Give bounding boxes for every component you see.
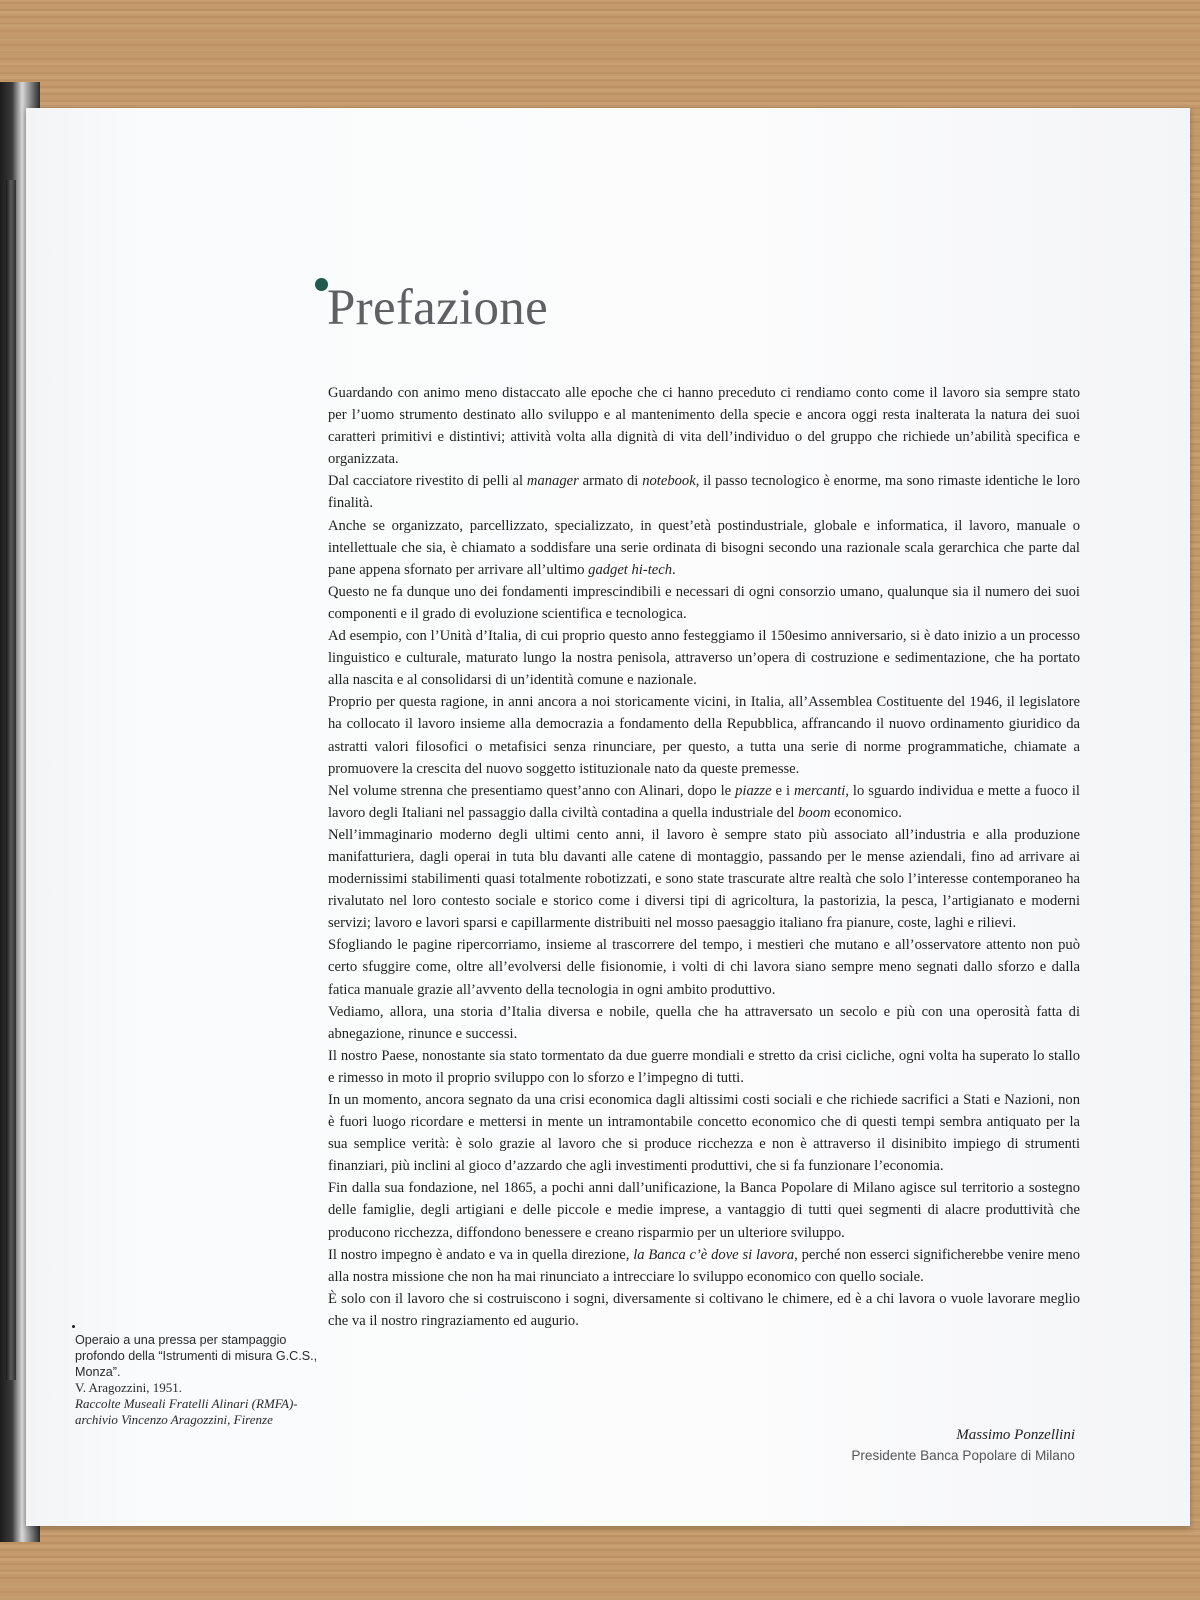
signature-block (851, 1424, 1075, 1466)
preface-paragraph: Dal cacciatore rivestito di pelli al manager armato di notebook, il passo tecnologico è enorme, ma sono rimaste identiche le loro finalità. (328, 473, 1080, 512)
preface-paragraph: È solo con il lavoro che si costruiscono i sogni, diversamente si coltivano le chimere, ed è a chi lavora o vuole lavorare meglio che va il nostro ringraziamento ed augurio. (328, 1290, 1080, 1329)
signature-name: Massimo Ponzellini (956, 1427, 1075, 1443)
preface-paragraph: Proprio per questa ragione, in anni ancora a noi storicamente vicini, in Italia, all’Assemblea Costituente del 1946, il legislatore ha collocato il lavoro insieme alla democrazia a fondamento della Repubblica, affrancando il nuovo ordinamento giuridico da astratti valori filosofici o metafisici senza rinunciare, per questo, a tutta una serie di norme programmatiche, chiamate a promuovere la crescita del nuovo soggetto istituzionale nato da queste premesse. (328, 694, 1080, 777)
preface-paragraph: Il nostro impegno è andato e va in quella direzione, la Banca c’è dove si lavora, perché non esserci significherebbe venire meno alla nostra missione che non ha mai rinunciato a intrecciare lo sviluppo economico con quello sociale. (328, 1246, 1080, 1285)
preface-paragraph: Fin dalla sua fondazione, nel 1865, a pochi anni dall’unificazione, la Banca Popolare di Milano agisce sul territorio a sostegno delle famiglie, degli artigiani e delle piccole e medie imprese, a vantaggio di tutti quei segmenti di alacre produttività che producono ricchezza, diffondono benessere e creano risparmio per un ulteriore sviluppo. (328, 1180, 1080, 1241)
preface-paragraph: Nel volume strenna che presentiamo quest’anno con Alinari, dopo le piazze e i mercanti, lo sguardo individua e mette a fuoco il lavoro degli Italiani nel passaggio dalla civiltà contadina a quella industriale del boom economico. (328, 782, 1080, 821)
caption-marker-icon (72, 1325, 75, 1328)
preface-paragraph: Nell’immaginario moderno degli ultimi cento anni, il lavoro è sempre stato più associato all’industria e alla produzione manifatturiera, dagli operai in tuta blu davanti alle catene di montaggio, passando per le mense aziendali, fino ad arrivare ai modernissimi stabilimenti quasi totalmente robotizzati, e sono state trascurate altre realtà che solo l’interesse contemporaneo ha rivalutato nel loro contesto sociale e storico come i diversi tipi di agricoltura, la pastorizia, la pesca, l’artigianato e moderni servizi; lavoro e lavori sparsi e capillarmente distribuiti nel mosso paesaggio italiano fra pianure, coste, laghi e rilievi. (328, 826, 1080, 932)
caption-description: Operaio a una pressa per stampaggio profondo della “Istrumenti di misura G.C.S., Monza”. (75, 1333, 318, 1379)
facing-page-photo-edge (6, 180, 16, 1380)
preface-paragraph: Ad esempio, con l’Unità d’Italia, di cui proprio questo anno festeggiamo il 150esimo anniversario, si è dato inizio a un processo linguistico e culturale, maturato lungo la nostra penisola, attraverso un’opera di costruzione e sedimentazione, che ha portato alla nascita e al consolidarsi di un’identità comune e nazionale. (328, 628, 1080, 689)
preface-paragraph: Questo ne fa dunque uno dei fondamenti imprescindibili e necessari di ogni consorzio umano, qualunque sia il numero dei suoi componenti e il grado di evoluzione scientifica e tecnologica. (328, 583, 1080, 622)
page-title: Prefazione (327, 280, 549, 336)
preface-paragraph: In un momento, ancora segnato da una crisi economica dagli altissimi costi sociali e che richiede sacrifici a Stati e Nazioni, non è fuori luogo ricordare e mettersi in mente un intramontabile concetto economico che di questi tempi sembra antiquato per la sua semplice verità: è solo grazie al lavoro che si produce ricchezza e non è attraverso il disinibito impiego di strumenti finanziari, più inclini al gioco d’azzardo che agli investimenti produttivi, che si fa funzionare l’economia. (328, 1092, 1080, 1175)
preface-paragraph: Sfogliando le pagine ripercorriamo, insieme al trascorrere del tempo, i mestieri che mutano e all’osservatore attento non può certo sfuggire come, oltre all’evolversi delle fisionomie, i volti di chi lavora siano sempre meno segnati dallo sforzo e dalla fatica manuale grazie all’avvento della tecnologia in ogni ambito produttivo. (328, 937, 1080, 998)
preface-paragraph: Guardando con animo meno distaccato alle epoche che ci hanno preceduto ci rendiamo conto come il lavoro sia sempre stato per l’uomo strumento destinato allo sviluppo e al mantenimento della specie e ancora oggi resta inalterata la natura dei suoi caratteri primitivi e distintivi; attività volta alla dignità di vita dell’individuo o del gruppo che richiede un’abilità specifica e organizzata. (328, 385, 1080, 468)
preface-paragraph: Vediamo, allora, una storia d’Italia diversa e nobile, quella che ha attraversato un secolo e più con una operosità fatta di abnegazione, rinunce e successi. (328, 1003, 1080, 1042)
caption-source: Raccolte Museali Fratelli Alinari (RMFA)-archivio Vincenzo Aragozzini, Firenze (75, 1396, 298, 1427)
preface-paragraph: Anche se organizzato, parcellizzato, specializzato, in quest’età postindustriale, globale e informatica, il lavoro, manuale o intellettuale che sia, è chiamato a soddisfare una serie ordinata di bisogni secondo una razionale scala gerarchica che parte dal pane appena sfornato per arrivare all’ultimo gadget hi-tech. (328, 517, 1080, 578)
preface-body (328, 382, 1080, 1332)
caption-photographer: V. Aragozzini, 1951. (75, 1380, 182, 1395)
photo-caption (75, 1332, 330, 1428)
signature-role: Presidente Banca Popolare di Milano (851, 1448, 1075, 1463)
preface-paragraph: Il nostro Paese, nonostante sia stato tormentato da due guerre mondiali e stretto da crisi cicliche, ogni volta ha superato lo stallo e rimesso in moto il proprio sviluppo con lo sforzo e l’impegno di tutti. (328, 1047, 1080, 1086)
